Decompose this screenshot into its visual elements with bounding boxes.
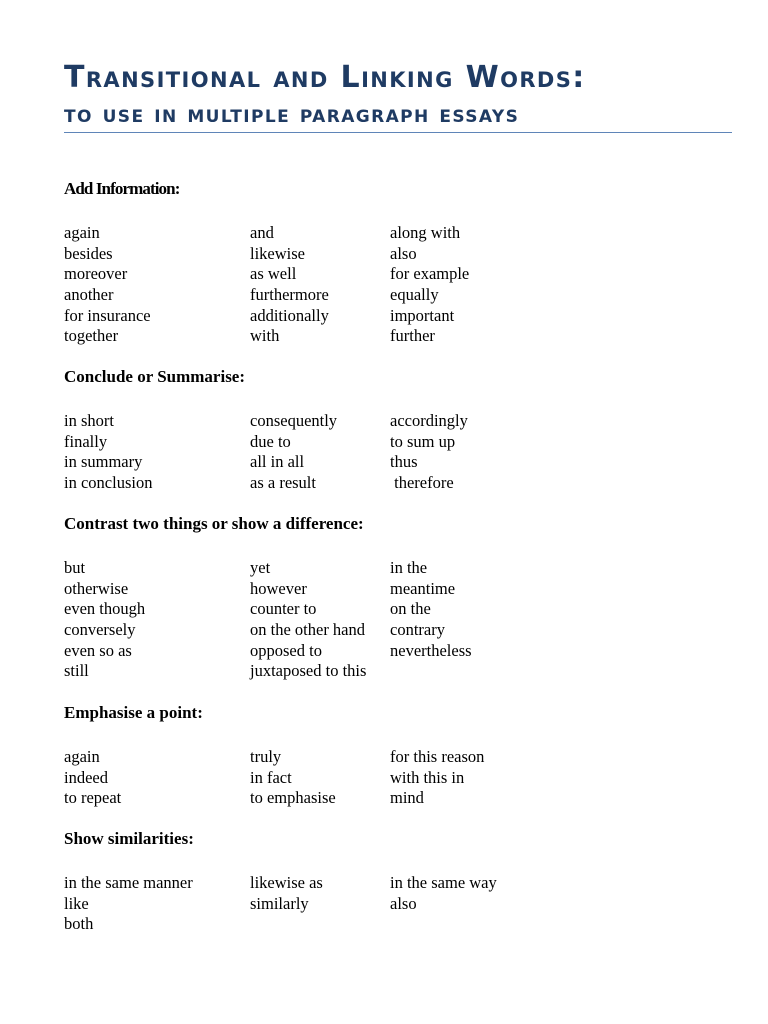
word: further [390,326,435,346]
word: with [250,326,280,346]
word: as well [250,264,297,284]
word-grid [64,223,744,347]
word: truly [250,747,282,766]
word-row [64,306,744,327]
document-title [64,58,744,130]
section-emphasise [64,703,744,809]
section-conclude-or-summarise [64,367,744,494]
word: for example [390,264,470,284]
word-row [64,768,744,789]
section-heading: Show similarities: [64,829,194,848]
word: equally [390,285,439,305]
word: even though [64,599,146,619]
word-row [64,641,744,662]
word: to emphasise [250,788,336,808]
section-heading: Contrast two things or show a difference: [64,514,364,533]
section-contrast [64,514,744,682]
word: thus [390,452,418,472]
word-row [64,264,744,285]
word: in short [64,411,114,430]
word-row [64,873,744,894]
word: finally [64,431,108,451]
word: to sum up [390,431,456,451]
word: like [64,893,89,913]
word: in fact [250,767,292,787]
word: otherwise [64,578,129,598]
word: likewise [250,243,305,263]
word-grid [64,747,744,809]
word: counter to [250,599,317,619]
word-row [64,914,744,935]
word: conversely [64,620,136,640]
word: accordingly [390,411,468,430]
word-row [64,244,744,265]
section-heading: Emphasise a point: [64,703,203,722]
word: yet [250,558,271,577]
word-row [64,894,744,915]
section-heading: Conclude or Summarise: [64,367,246,386]
word [390,661,744,682]
word [390,914,744,935]
word: as a result [250,473,316,493]
word: for this reason [390,747,485,766]
word: consequently [250,411,338,430]
word-row [64,326,744,347]
word-row [64,788,744,809]
word-row [64,599,744,620]
title-line-2: to use in multiple paragraph essays [64,100,520,128]
word-row [64,473,744,494]
word: but [64,558,86,577]
word: for insurance [64,305,151,325]
word-grid [64,411,744,494]
word: along with [390,223,461,242]
word-row [64,747,744,768]
section-add-information [64,179,744,347]
word: to repeat [64,788,122,808]
word: in the same way [390,873,497,892]
word: with this in [390,767,465,787]
section-similarities [64,829,744,935]
word: moreover [64,264,128,284]
title-divider [64,132,732,133]
word: similarly [250,893,309,913]
word: contrary [390,620,445,640]
word: important [390,305,455,325]
word: both [64,914,94,934]
word: and [250,223,274,242]
word: also [390,243,417,263]
word: additionally [250,305,329,325]
word: indeed [64,767,108,787]
word: all in all [250,452,305,472]
word: even so as [64,640,132,660]
word-row [64,620,744,641]
word: therefore [390,473,454,493]
word: in summary [64,452,143,472]
word-row [64,452,744,473]
word: besides [64,243,113,263]
word: meantime [390,578,456,598]
word: another [64,285,114,305]
title-line-1: Transitional and Linking Words: [64,60,586,95]
word: also [390,893,417,913]
word: mind [390,788,424,808]
word-row [64,411,744,432]
word: nevertheless [390,640,472,660]
word: due to [250,431,291,451]
word-row [64,661,744,682]
word-row [64,285,744,306]
word-grid [64,873,744,935]
word: together [64,326,119,346]
word: on the [390,599,431,619]
word: opposed to [250,640,322,660]
word: furthermore [250,285,329,305]
word: in the [390,558,428,577]
word: likewise as [250,873,323,892]
word-row [64,432,744,453]
word: in the same manner [64,873,193,892]
word: again [64,223,100,242]
word: in conclusion [64,473,153,493]
word-grid [64,558,744,682]
word: on the other hand [250,620,366,640]
section-heading: Add Information: [64,179,180,198]
word: however [250,578,307,598]
word: again [64,747,100,766]
word-row [64,223,744,244]
word [250,914,390,935]
word-row [64,558,744,579]
word: juxtaposed to this [250,661,367,681]
word-row [64,579,744,600]
word: still [64,661,89,681]
